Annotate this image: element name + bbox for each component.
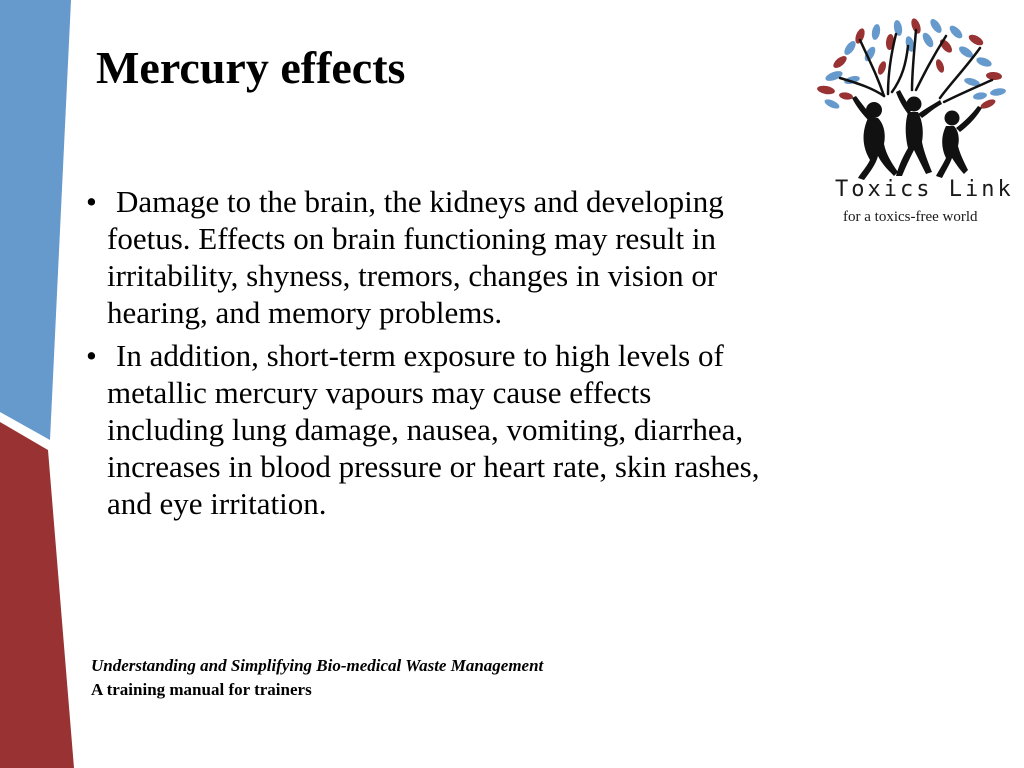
bullet-icon: • (86, 184, 97, 219)
bullet-list (86, 183, 766, 528)
blue-band (0, 0, 71, 440)
side-decoration (0, 0, 90, 768)
page-title: Mercury effects (96, 42, 406, 93)
bullet-text: In addition, short-term exposure to high levels of metallic mercury vapours may cause effects including lung damage, nausea, vomiting, diarrhea, increases in blood pressure or heart rate, skin rashes, and eye irritation. (107, 338, 760, 521)
footer-subtitle: A training manual for trainers (91, 680, 312, 699)
red-band (0, 422, 74, 768)
branches (840, 30, 992, 102)
list-item (86, 337, 766, 522)
list-item (86, 183, 766, 331)
figures (852, 90, 982, 180)
footer-title: Understanding and Simplifying Bio-medical Waste Management (91, 656, 544, 675)
logo-tagline: for a toxics-free world (843, 209, 978, 225)
leaves (816, 18, 1006, 111)
logo-name: Toxics Link (835, 177, 1014, 202)
bullet-icon: • (86, 338, 97, 373)
bullet-text: Damage to the brain, the kidneys and developing foetus. Effects on brain functioning may result in irritability, shyness, tremors, changes in vision or hearing, and memory problems. (107, 184, 724, 330)
footer (91, 654, 543, 702)
